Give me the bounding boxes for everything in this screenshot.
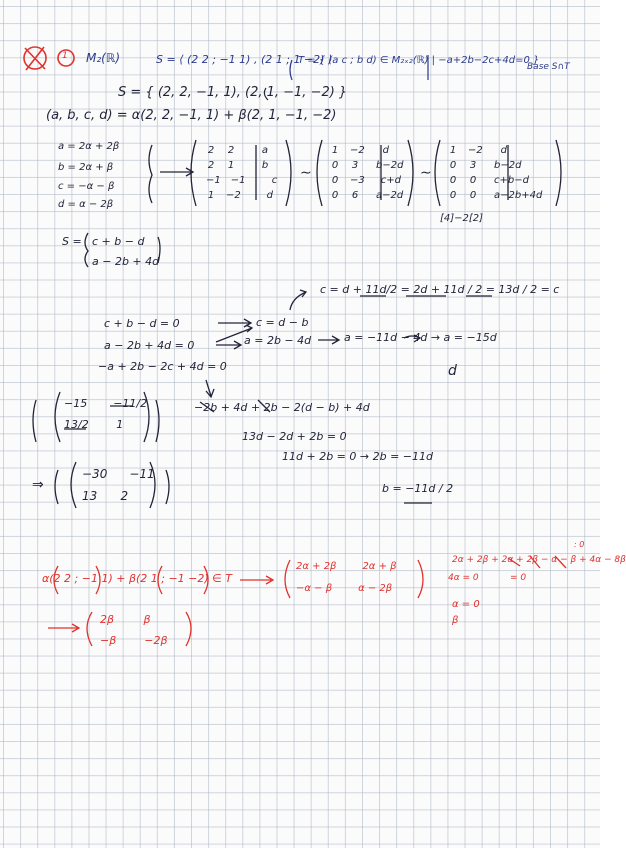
red-combination: α(2 2 ; −1 1) + β(2 1 ; −1 −2) ∈ T <box>42 572 232 585</box>
intersection-eq-2: a − 2b + 4d = 0 <box>104 339 195 352</box>
red-sum-calc: 2α + 2β + 2α + 2β − α − β + 4α − 8β <box>452 555 626 565</box>
red-4alpha: 4α = 0 <box>448 573 479 583</box>
basis-note: Base S∩T <box>527 62 570 72</box>
substitution-3: 11d + 2b = 0 → 2b = −11d <box>282 450 433 463</box>
matrix-1: 2 2 a 2 1 b −1 −1 c 1 −2 d <box>206 145 278 201</box>
equiv-sign-1: ∼ <box>300 165 312 181</box>
space-label: M₂(ℝ) <box>86 51 121 65</box>
red-beta: β <box>452 615 459 626</box>
a-equation: a = 2b − 4d <box>244 334 312 347</box>
red-alpha-zero: α = 0 <box>452 599 480 610</box>
intersection-eq-1: c + b − d = 0 <box>104 317 180 330</box>
substitution-2: 13d − 2d + 2b = 0 <box>242 430 347 443</box>
equiv-sign-2: ∼ <box>420 165 432 181</box>
matrix-2: 1 −2 d 0 3 b−2d 0 −3 c+d 0 6 a−2d <box>331 145 404 201</box>
a-result: a = −11d − 4d → a = −15d <box>344 331 497 344</box>
row-operation: [4]−2[2] <box>440 213 484 224</box>
t-definition: T = { (a c ; b d) ∈ M₂ₓ₂(ℝ) | −a+2b−2c+4d=0 } <box>298 55 540 66</box>
s-cartesian-eq-1: c + b − d <box>92 235 145 248</box>
eq-d: d = α − 2β <box>58 199 114 210</box>
matrix-3: 1 −2 d 0 3 b−2d 0 0 c+b−d 0 0 a−2b+4d <box>449 145 543 201</box>
eq-c: c = −α − β <box>58 181 115 192</box>
s-cartesian-label: S = <box>62 235 82 248</box>
matrix-b: −30 −11 13 2 <box>82 467 155 503</box>
eq-b: b = 2α + β <box>58 162 114 173</box>
eq-a: a = 2α + 2β <box>58 141 120 152</box>
c-result: c = d + 11d/2 = 2d + 11d / 2 = 13d / 2 = c <box>320 283 560 296</box>
intersection-eq-3: −a + 2b − 2c + 4d = 0 <box>98 360 227 373</box>
s-cartesian-eq-2: a − 2b + 4d <box>92 255 160 268</box>
matrix-a: −15 −11/2 13/2 1 <box>64 397 148 431</box>
red-result-matrix: 2α + 2β 2α + β −α − β α − 2β <box>296 561 397 594</box>
b-result: b = −11d / 2 <box>382 482 454 495</box>
red-zero-mark: : 0 <box>574 540 585 549</box>
s-generators: S = { (2, 2, −1, 1), (2, 1, −1, −2) } <box>118 85 348 100</box>
c-equation: c = d − b <box>256 316 309 329</box>
free-variable-d: d <box>448 363 457 379</box>
problem-number: 1 <box>62 51 68 61</box>
s-definition: S = ⟨ (2 2 ; −1 1) , (2 1 ; 1 −2) ⟩ <box>156 53 333 66</box>
red-final-matrix: 2β β −β −2β <box>100 613 168 647</box>
implies-sign: ⇒ <box>32 477 44 493</box>
substitution-1: −2b + 4d + 2b − 2(d − b) + 4d <box>194 401 370 414</box>
red-eq-zero: = 0 <box>510 573 527 583</box>
linear-combination: (a, b, c, d) = α(2, 2, −1, 1) + β(2, 1, −1, −2) <box>46 108 337 123</box>
